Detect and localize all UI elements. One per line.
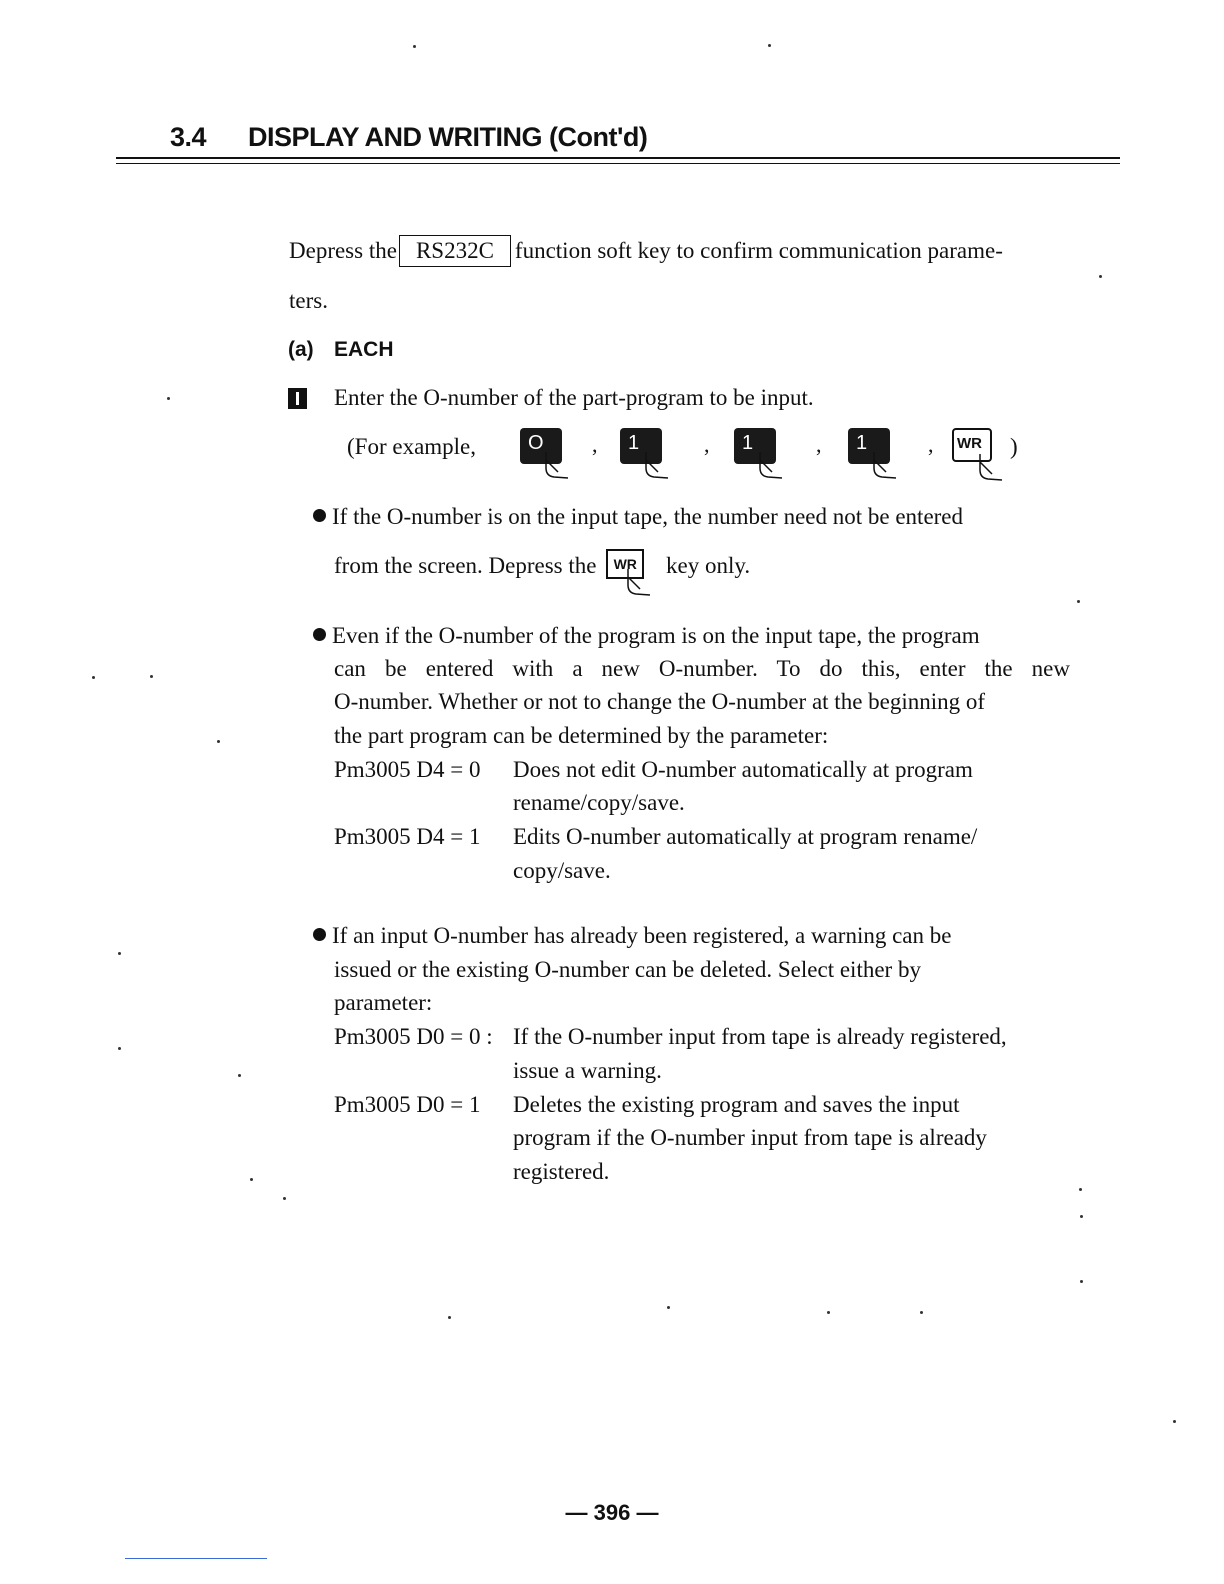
key-separator: , [704, 432, 710, 457]
bullet-icon [313, 509, 326, 522]
bullet-two-line3: O-number. Whether or not to change the O-number at the beginning of [334, 689, 986, 714]
bullet-three-line3: parameter: [334, 990, 433, 1015]
one-key-icon: 1 [848, 428, 890, 464]
param-desc: Deletes the existing program and saves the input [513, 1092, 960, 1117]
section-heading [170, 122, 647, 153]
intro-after: function soft key to confirm communication parame- [514, 238, 1003, 263]
intro-before: Depress the [289, 238, 397, 263]
finger-press-icon [542, 450, 572, 480]
param-desc: Edits O-number automatically at program rename/ [513, 824, 978, 849]
intro-line2: ters. [289, 288, 328, 313]
header-rule-top [116, 157, 1120, 159]
param-desc: Does not edit O-number automatically at program [513, 757, 973, 782]
finger-press-icon [870, 450, 900, 480]
example-key-sequence [520, 422, 1040, 482]
step-one-text: Enter the O-number of the part-program to be input. [334, 385, 814, 410]
section-number: 3.4 [170, 122, 207, 152]
section-a-title: EACH [334, 338, 394, 361]
wr-key-icon: WR [606, 549, 654, 579]
param-desc: issue a warning. [513, 1058, 662, 1083]
key-separator: , [816, 432, 822, 457]
header-rule-bottom [116, 163, 1120, 164]
bullet-two-line2: can be entered with a new O-number. To do this, enter the new [334, 656, 1070, 681]
section-a-label: (a) [288, 338, 314, 361]
bullet-three-line1: If an input O-number has already been registered, a warning can be [313, 919, 951, 953]
finger-press-icon [756, 450, 786, 480]
param-desc: rename/copy/save. [513, 790, 685, 815]
bullet-two-line4: the part program can be determined by the parameter: [334, 723, 829, 748]
example-open: (For example, [347, 434, 477, 459]
footer-line [125, 1558, 267, 1559]
o-key-icon: O [520, 428, 562, 464]
page-number: — 396 — [565, 1500, 659, 1525]
intro-paragraph [289, 234, 1003, 268]
param-desc: registered. [513, 1159, 610, 1184]
bullet-two-line1: Even if the O-number of the program is on the input tape, the program [313, 619, 980, 653]
section-title: DISPLAY AND WRITING (Cont'd) [248, 122, 648, 152]
wr-key-icon: WR [952, 428, 992, 462]
step-one-icon [288, 388, 307, 409]
example-close: ) [1010, 434, 1018, 459]
param-label: Pm3005 D4 = 0 [334, 757, 481, 782]
bullet-icon [313, 928, 326, 941]
one-key-icon: 1 [620, 428, 662, 464]
param-desc: copy/save. [513, 858, 611, 883]
param-label: Pm3005 D0 = 0 : [334, 1024, 493, 1049]
finger-press-icon [642, 450, 672, 480]
param-desc: If the O-number input from tape is already registered, [513, 1024, 1007, 1049]
param-desc: program if the O-number input from tape is already [513, 1125, 987, 1150]
param-label: Pm3005 D0 = 1 [334, 1092, 481, 1117]
finger-press-icon [624, 567, 654, 597]
bullet-icon [313, 628, 326, 641]
key-separator: , [592, 432, 598, 457]
key-separator: , [928, 432, 934, 457]
param-label: Pm3005 D4 = 1 [334, 824, 481, 849]
finger-press-icon [976, 452, 1006, 482]
one-key-icon: 1 [734, 428, 776, 464]
bullet-one-line1: If the O-number is on the input tape, the number need not be entered [313, 500, 963, 534]
bullet-one-line2: from the screen. Depress the WR key only. [334, 549, 750, 583]
bullet-three-line2: issued or the existing O-number can be deleted. Select either by [334, 957, 921, 982]
rs232c-softkey: RS232C [399, 235, 511, 267]
